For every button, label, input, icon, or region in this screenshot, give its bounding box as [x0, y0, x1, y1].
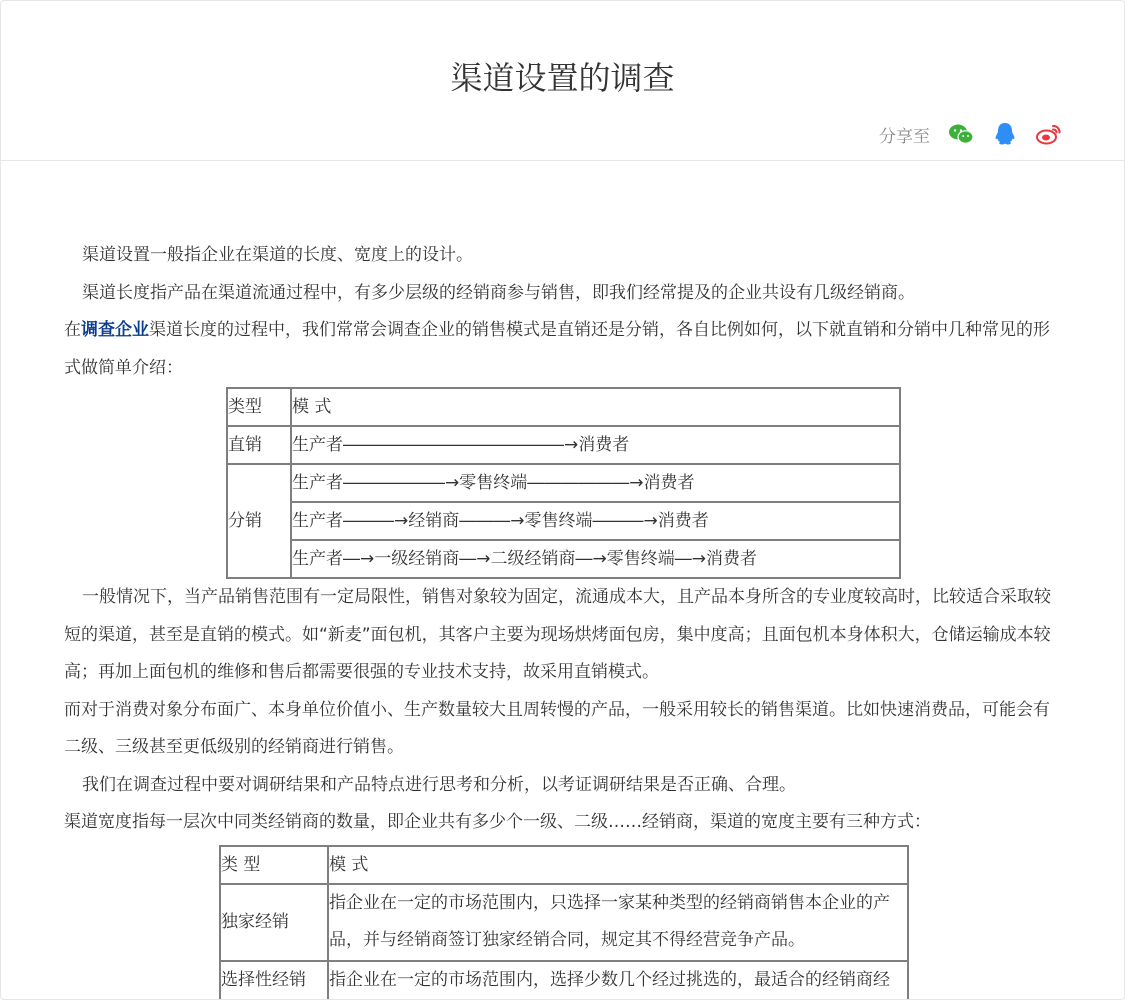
page-title: 渠道设置的调查	[450, 59, 675, 97]
table-cell: 分销	[227, 464, 291, 578]
paragraph: 渠道长度指产品在渠道流通过程中，有多少层级的经销商参与销售，即我们经常提及的企业共设有几级经销商。	[82, 282, 915, 303]
table-row	[227, 426, 900, 464]
table-header-cell: 模 式	[291, 388, 900, 426]
table-cell: 指企业在一定的市场范围内，只选择一家某种类型的经销商销售本企业的产品，并与经销商签订独家经销合同，规定其不得经营竞争产品。	[328, 884, 908, 961]
paragraph-text: 在	[64, 320, 81, 340]
paragraph: 渠道宽度指每一层次中同类经销商的数量，即企业共有多少个一级、二级……经销商，渠道的宽度主要有三种方式：	[64, 812, 931, 832]
survey-company-link[interactable]: 调查企业	[81, 320, 149, 340]
table-row	[227, 464, 900, 502]
paragraph: 渠道设置一般指企业在渠道的长度、宽度上的设计。	[82, 245, 473, 265]
article-header	[1, 1, 1124, 161]
channel-width-table	[219, 845, 909, 1000]
table-header-cell: 类 型	[220, 846, 328, 884]
table-cell: 生产者――――――→零售终端――――――→消费者	[291, 464, 900, 502]
table-cell: 生产者―――――――――――――→消费者	[291, 426, 900, 464]
table-row	[220, 846, 908, 884]
paragraph: 我们在调查过程中要对调研结果和产品特点进行思考和分析，以考证调研结果是否正确、合理。	[82, 774, 796, 795]
table-cell: 生产者―→一级经销商―→二级经销商―→零售终端―→消费者	[291, 540, 900, 578]
table-row	[227, 388, 900, 426]
paragraph-text: 渠道长度的过程中，我们常常会调查企业的销售模式是直销还是分销，各自比例如何，以下就直销和分销中几种常见的形式做简单介绍：	[64, 320, 1050, 378]
paragraph: 而对于消费对象分布面广、本身单位价值小、生产数量较大且周转慢的产品，一般采用较长的销售渠道。比如快速消费品，可能会有二级、三级甚至更低级别的经销商进行销售。	[64, 699, 1050, 757]
share-bar	[879, 121, 1062, 147]
table-row	[220, 884, 908, 961]
table-header-cell: 模 式	[328, 846, 908, 884]
table-cell: 直销	[227, 426, 291, 464]
table-cell: 指企业在一定的市场范围内，选择少数几个经过挑选的，最适合的经销商经	[328, 961, 908, 1000]
wechat-icon[interactable]	[948, 121, 974, 147]
table-cell: 独家经销	[220, 884, 328, 961]
table-header-cell: 类型	[227, 388, 291, 426]
qq-icon[interactable]	[992, 121, 1018, 147]
paragraph	[64, 312, 1064, 387]
channel-length-table	[226, 387, 901, 579]
article-body	[64, 237, 1064, 1000]
table-cell: 选择性经销	[220, 961, 328, 1000]
paragraph: 一般情况下，当产品销售范围有一定局限性，销售对象较为固定，流通成本大，且产品本身所含的专业度较高时，比较适合采取较短的渠道，甚至是直销的模式。如“新麦”面包机，其客户主要为现场烘烤面包房，集中度高；且面包机本身体积大，仓储运输成本较高；再加上面包机的维修和售后都需要很强的专业技术支持，故采用直销模式。	[64, 587, 1051, 682]
table-row	[220, 961, 908, 1000]
table-row	[227, 502, 900, 540]
table-row	[227, 540, 900, 578]
weibo-icon[interactable]	[1036, 121, 1062, 147]
share-label: 分享至	[879, 126, 930, 147]
table-cell: 生产者―――→经销商―――→零售终端―――→消费者	[291, 502, 900, 540]
